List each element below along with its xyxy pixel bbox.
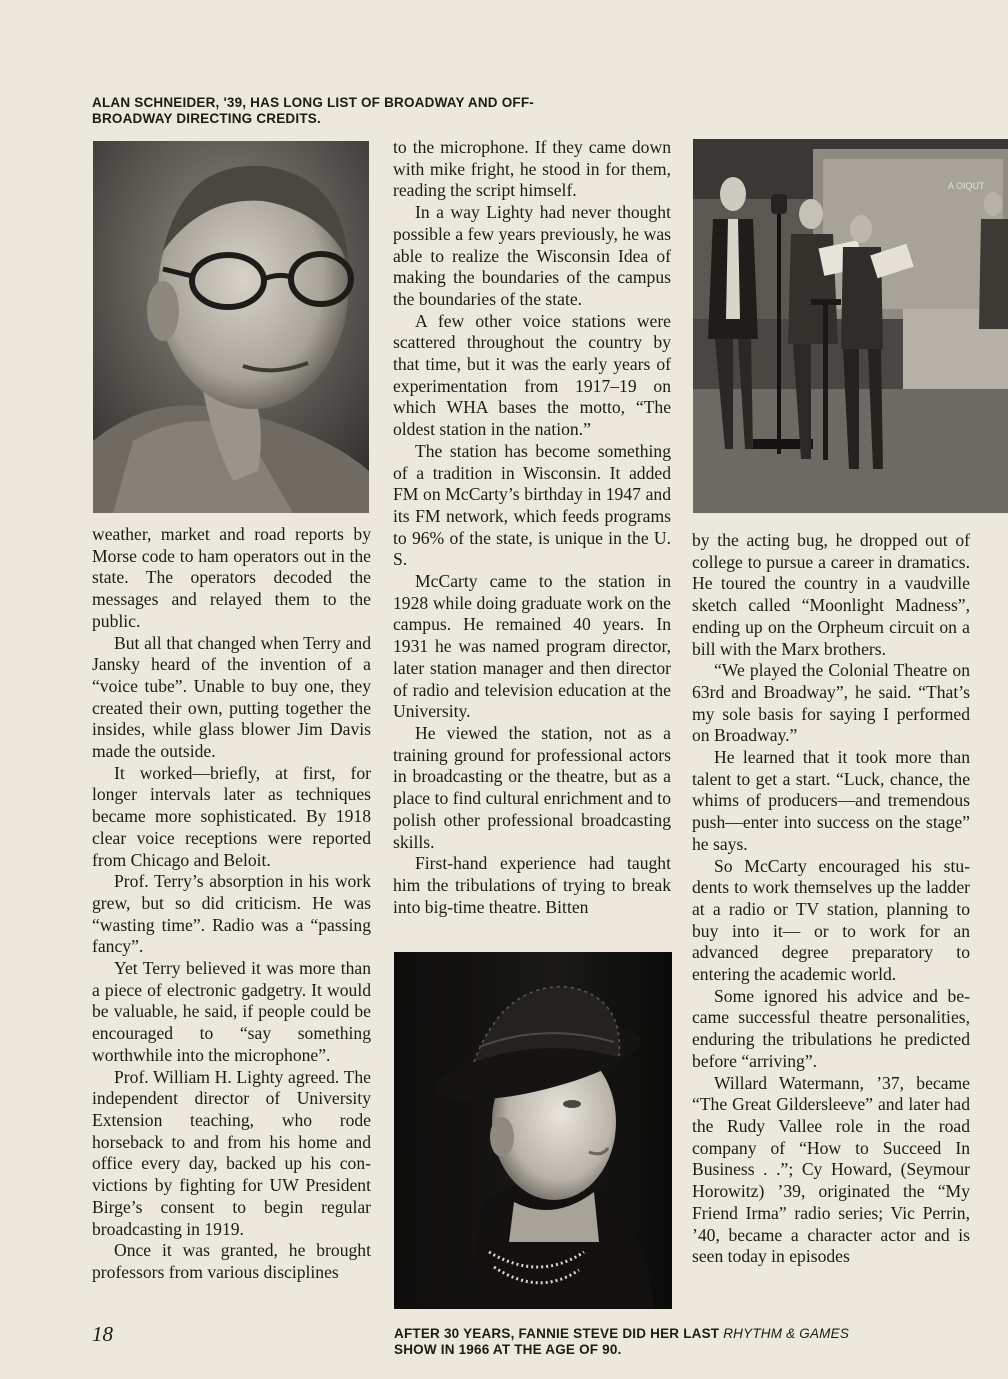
paragraph: Prof. Terry’s absorption in his work grew, but so did criticism. He was “wasting time”. Radio was a “passing fancy”. — [92, 871, 371, 957]
article-column-2 — [393, 137, 671, 918]
paragraph: weather, market and road reports by Morse code to ham operators out in the state. The operators decoded the messages and relayed them to the public. — [92, 524, 371, 631]
paragraph: So McCarty encouraged his students to work themselves up the ladder at a radio or TV station, planning to buy into it— or to work for an advanced degree preparatory to entering the academic world. — [692, 855, 970, 985]
paragraph: Some ignored his advice and became successful theatre personalities, enduring the tribulations he predicted before “arriving”. — [692, 985, 970, 1071]
caption-line: BROADWAY DIRECTING CREDITS. — [92, 111, 321, 126]
paragraph: But all that changed when Terry and Jansky heard of the invention of a “voice tube”. Unable to buy one, they created their own, putting together the insides, while glass blower Jim Davis made the outside. — [92, 632, 371, 762]
article-column-3 — [692, 530, 970, 1268]
paragraph: Willard Watermann, ’37, became “The Great Gildersleeve” and later had the Rudy Vallee role in the road company of “How to Succeed In Business . .”; Cy Howard, (Seymour Horowitz) ’39, originated the “My Friend Irma” radio series; Vic Perrin, ’40, became a character actor and is seen today in episodes — [692, 1072, 970, 1267]
portrait-photo-schneider — [93, 141, 369, 513]
paragraph: In a way Lighty had never thought possible a few years previously, he was able to realize the Wisconsin Idea of making the boundaries of the campus the boundaries of the state. — [393, 202, 671, 309]
paragraph: Once it was granted, he brought professors from various disciplines — [92, 1240, 371, 1282]
paragraph: Prof. William H. Lighty agreed. The independent director of University Extension teaching, who rode horseback to and from his home and office every day, backed up his convictions by fighting for UW President Birge’s consent to begin regular broadcasting in 1919. — [92, 1066, 371, 1239]
studio-sign-text: A OIQUT — [948, 181, 985, 191]
paragraph: “We played the Colonial Theatre on 63rd and Broadway”, he said. “That’s my sole basis for saying I performed on Broadway.” — [692, 660, 970, 746]
photo-caption-schneider — [92, 95, 612, 127]
radio-studio-photo — [693, 139, 1008, 513]
article-column-1 — [92, 524, 371, 1284]
paragraph: First-hand experience had taught him the tribulations of trying to break into big-time theatre. Bitten — [393, 853, 671, 917]
caption-line — [394, 1326, 894, 1342]
paragraph: A few other voice stations were scattered throughout the country by that time, but it was the early years of experimentation from 1917–19 on which WHA bases the motto, “The oldest station in the nation.” — [393, 310, 671, 440]
paragraph: to the microphone. If they came down with mike fright, he stood in for them, reading the script himself. — [393, 137, 671, 201]
paragraph: by the acting bug, he dropped out of college to pursue a career in dramatics. He toured the country in a vaudville sketch called “Moonlight Madness”, ending up on the Orpheum circuit on a bill with the Marx brothers. — [692, 530, 970, 659]
caption-text: AFTER 30 YEARS, FANNIE STEVE DID HER LAST — [394, 1326, 720, 1341]
show-title: RHYTHM & GAMES — [723, 1326, 850, 1341]
caption-line: ALAN SCHNEIDER, '39, HAS LONG LIST OF BROADWAY AND OFF- — [92, 95, 534, 110]
paragraph: The station has become something of a tradition in Wisconsin. It added FM on McCarty’s birthday in 1947 and its FM network, which feeds programs to 96% of the state, is unique in the U. S. — [393, 440, 671, 570]
paragraph: It worked—briefly, at first, for longer intervals later as techniques became more sophisticated. By 1918 clear voice receptions were reported from Chicago and Beloit. — [92, 762, 371, 870]
paragraph: McCarty came to the station in 1928 while doing graduate work on the campus. He remained 40 years. In 1931 he was named program director, later station manager and then director of radio and television education at the University. — [393, 571, 671, 722]
page-number: 18 — [92, 1322, 113, 1346]
photo-caption-fannie-steve — [394, 1326, 894, 1358]
portrait-photo-fannie-steve — [394, 952, 672, 1309]
caption-line: SHOW IN 1966 AT THE AGE OF 90. — [394, 1342, 622, 1357]
paragraph: Yet Terry believed it was more than a piece of electronic gadgetry. It would be valuable, he said, if people could be encouraged to “say something worthwhile into the microphone”. — [92, 958, 371, 1065]
paragraph: He learned that it took more than talent to get a start. “Luck, chance, the whims of producers—and tremendous push—enter into success on the stage” he says. — [692, 747, 970, 854]
paragraph: He viewed the station, not as a training ground for professional actors in broadcasting or the theatre, but as a place to find cultural enrichment and to polish other professional broadcasting skills. — [393, 722, 671, 852]
